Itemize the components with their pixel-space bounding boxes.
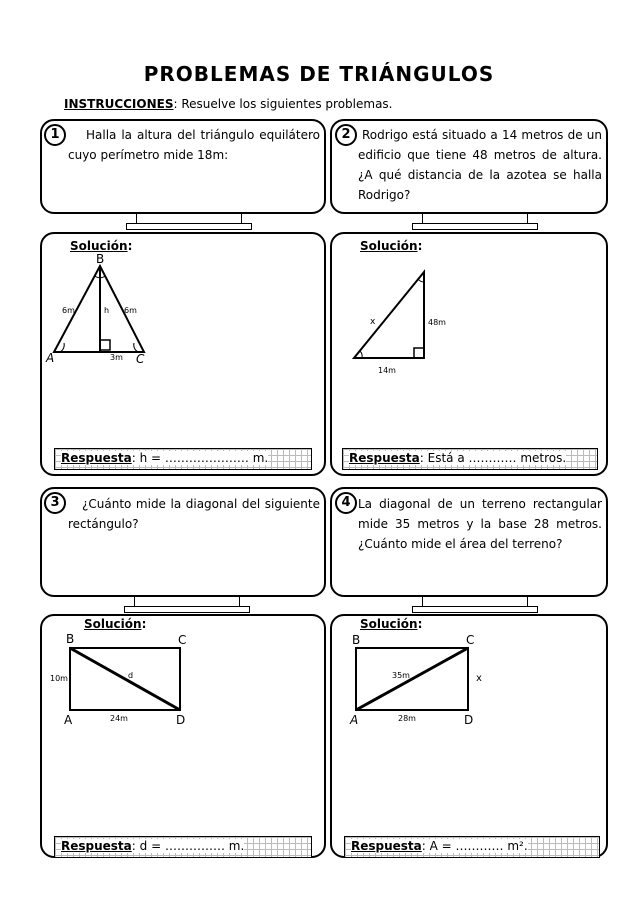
- rectangle-figure-4: [344, 630, 504, 730]
- question-text-1: Halla la altura del triángulo equilátero cuyo perímetro mide 18m:: [68, 128, 320, 162]
- question-number-4: 4: [335, 492, 357, 514]
- height-label-3: 10m: [50, 674, 68, 683]
- answer-box-1: [54, 448, 312, 470]
- base-half-label: 3m: [110, 353, 123, 362]
- question-number-2: 2: [335, 124, 357, 146]
- base-label-2: 14m: [378, 366, 396, 375]
- solution-label-3: Solución:: [84, 617, 147, 631]
- solution-label-2: Solución:: [360, 239, 423, 253]
- triangle-figure-1: [44, 250, 164, 370]
- side-left-label: 6m: [62, 306, 75, 315]
- vertex-b-label: B: [96, 252, 105, 266]
- hyp-label: x: [370, 317, 376, 327]
- answer-label-3: Respuesta: [61, 839, 132, 853]
- question-text-2: Rodrigo está situado a 14 metros de un edificio que tiene 48 metros de altura. ¿A qué distancia de la azotea se halla Rodrigo?: [358, 128, 602, 202]
- instructions-text: : Resuelve los siguientes problemas.: [173, 97, 393, 111]
- instructions-label: INSTRUCCIONES: [64, 97, 174, 111]
- stand-1: [126, 213, 252, 233]
- stand-2: [412, 213, 538, 233]
- vertex-d-label-3: D: [176, 713, 186, 727]
- vertex-d-label-4: D: [464, 713, 474, 727]
- solution-label-1: Solución:: [70, 239, 133, 253]
- answer-box-2: [342, 448, 598, 470]
- question-text-4: La diagonal de un terreno rectangular mide 35 metros y la base 28 metros. ¿Cuánto mide el área del terreno?: [358, 497, 602, 551]
- question-number-1: 1: [44, 124, 66, 146]
- vertex-a-label: A: [46, 351, 55, 365]
- side-label-4: x: [476, 673, 482, 684]
- answer-box-4: [344, 836, 600, 858]
- vertex-b-label-3: B: [66, 632, 75, 646]
- side-right-label: 6m: [124, 306, 137, 315]
- vertex-c-label: C: [136, 352, 145, 366]
- stand-3: [124, 596, 250, 616]
- triangle-figure-2: [344, 260, 464, 380]
- answer-text-4[interactable]: : A = ………… m².: [421, 839, 528, 853]
- base-label-4: 28m: [398, 714, 416, 723]
- base-label-3: 24m: [110, 714, 128, 723]
- vertex-c-label-3: C: [178, 633, 187, 647]
- answer-label-4: Respuesta: [351, 839, 422, 853]
- stand-4: [412, 596, 538, 616]
- page-title: PROBLEMAS DE TRIÁNGULOS: [143, 62, 495, 86]
- rectangle-figure-3: [44, 630, 214, 730]
- question-number-3: 3: [44, 492, 66, 514]
- height-label-2: 48m: [428, 318, 446, 327]
- solution-label-4: Solución:: [360, 617, 423, 631]
- diag-label-3: d: [128, 671, 134, 680]
- question-text-3: ¿Cuánto mide la diagonal del siguiente rectángulo?: [68, 497, 320, 531]
- answer-box-3: [54, 836, 312, 858]
- answer-text-2[interactable]: : Está a ………… metros.: [419, 451, 567, 465]
- diag-label-4: 35m: [392, 671, 410, 680]
- answer-text-1[interactable]: : h = ………………… m.: [131, 451, 269, 465]
- vertex-a-label-4: A: [350, 713, 359, 727]
- vertex-a-label-3: A: [64, 713, 73, 727]
- answer-text-3[interactable]: : d = …………… m.: [131, 839, 245, 853]
- instructions: [64, 97, 393, 111]
- vertex-b-label-4: B: [352, 633, 361, 647]
- answer-label-2: Respuesta: [349, 451, 420, 465]
- vertex-c-label-4: C: [466, 633, 475, 647]
- height-label: h: [104, 306, 110, 315]
- answer-label-1: Respuesta: [61, 451, 132, 465]
